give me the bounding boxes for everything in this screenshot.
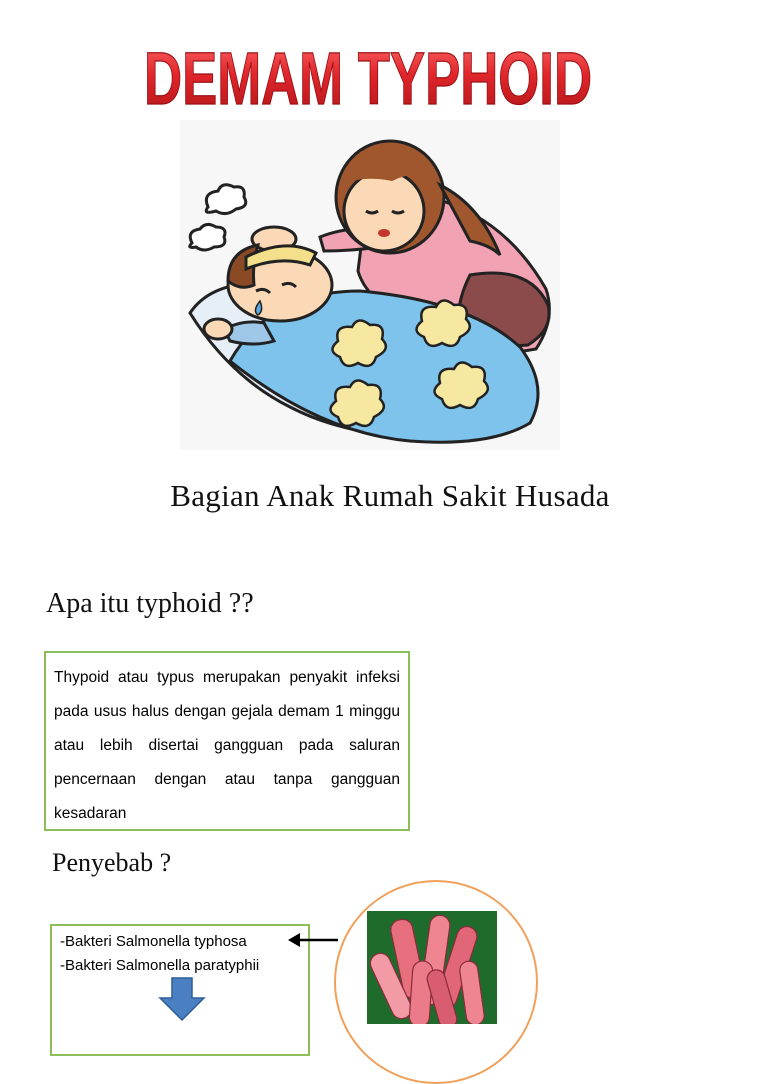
bacteria-image — [367, 911, 497, 1024]
subtitle: Bagian Anak Rumah Sakit Husada — [170, 478, 610, 513]
page-title — [0, 28, 768, 118]
definition-text: Thypoid atau typus merupakan penyakit infeksi pada usus halus dengan gejala demam 1 minggu atau lebih disertai gangguan pada saluran pencernaan dengan atau tanpa gangguan kesadaran — [54, 669, 400, 822]
question-cause: Penyebab ? — [52, 848, 172, 877]
definition-box — [44, 651, 410, 831]
title-text: DEMAM TYPHOID — [144, 37, 592, 118]
cause-item: -Bakteri Salmonella paratyphii — [60, 957, 260, 974]
left-arrow-icon — [286, 930, 340, 950]
cause-item: -Bakteri Salmonella typhosa — [60, 933, 247, 950]
mother-child-illustration — [170, 115, 570, 455]
question-what-is-typhoid: Apa itu typhoid ?? — [46, 588, 254, 619]
down-arrow-icon — [158, 976, 206, 1024]
